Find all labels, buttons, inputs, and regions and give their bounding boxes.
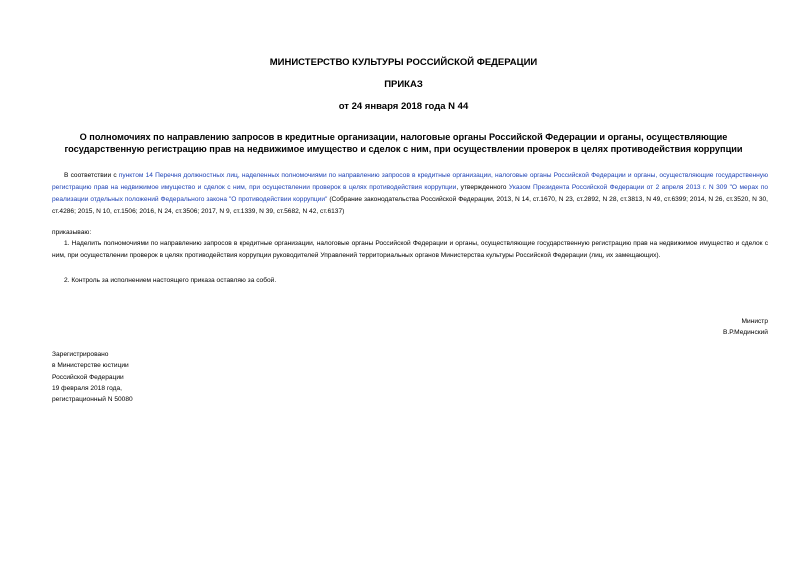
preamble-mid: , утвержденного — [456, 184, 509, 191]
order-item-2: 2. Контроль за исполнением настоящего приказа оставляю за собой. — [64, 277, 277, 284]
document-type: ПРИКАЗ — [384, 79, 423, 90]
signature-block — [723, 316, 768, 338]
registration-line: регистрационный N 50080 — [52, 396, 133, 404]
preamble-suffix: (Собрание законодательства Российской Федерации, 2013, N 14, ст.1670, N 23, ст.2892, N 28, ст.3813, N 49, ст.6399; 2014, N 26, ст.3520, N 30, ст.4286; 2015, N 10, ст.1506; 2016, N 24, ст.3506; 2017, N 9, ст.1339, N 39, ст.5682, N 42, ст.6137) — [52, 196, 768, 215]
registration-line: 19 февраля 2018 года, — [52, 384, 122, 392]
registration-block — [52, 349, 133, 405]
registration-line: Российской Федерации — [52, 373, 124, 381]
preamble-prefix: В соответствии с — [64, 172, 119, 179]
registration-line: Зарегистрировано — [52, 351, 109, 358]
document-title: О полномочиях по направлению запросов в кредитные организации, налоговые органы Российской Федерации и органы, осуществляющие государственную регистрацию прав на недвижимое имущество и сделок с ним, при осуществлении проверок в целях противодействия коррупции — [64, 132, 743, 154]
signer-name: В.Р.Мединский — [722, 329, 768, 336]
order-item-1: 1. Наделить полномочиями по направлению запросов в кредитные организации, налоговые органы Российской Федерации и органы, осуществляющие государственную регистрацию прав на недвижимое имущество и сделок с ним, при осуществлении проверок в целях противодействия коррупции руководителей Управлений территориальных органов Министерства культуры Российской Федерации (лиц, их замещающих). — [52, 240, 768, 259]
preamble-paragraph — [52, 170, 768, 218]
link-list-point-14[interactable]: пунктом 14 Перечня должностных лиц, наделенных полномочиями по направлению запросов в кредитные организации, налоговые органы Российской Федерации и органы, осуществляющие государственную регистрацию прав на недвижимое имущество и сделок с ним, при осуществлении проверок в целях противодействия коррупции — [52, 172, 769, 191]
document-date-number: от 24 января 2018 года N 44 — [338, 101, 469, 112]
link-presidential-decree[interactable]: Указом Президента Российской Федерации от 2 апреля 2013 г. N 309 "О мерах по реализации отдельных положений Федерального закона "О противодействии коррупции" — [52, 184, 768, 203]
orders-word: приказываю: — [52, 229, 92, 236]
registration-line: в Министерстве юстиции — [52, 362, 129, 370]
signer-position: Министр — [741, 318, 768, 325]
ministry-name: МИНИСТЕРСТВО КУЛЬТУРЫ РОССИЙСКОЙ ФЕДЕРАЦИИ — [269, 57, 538, 68]
